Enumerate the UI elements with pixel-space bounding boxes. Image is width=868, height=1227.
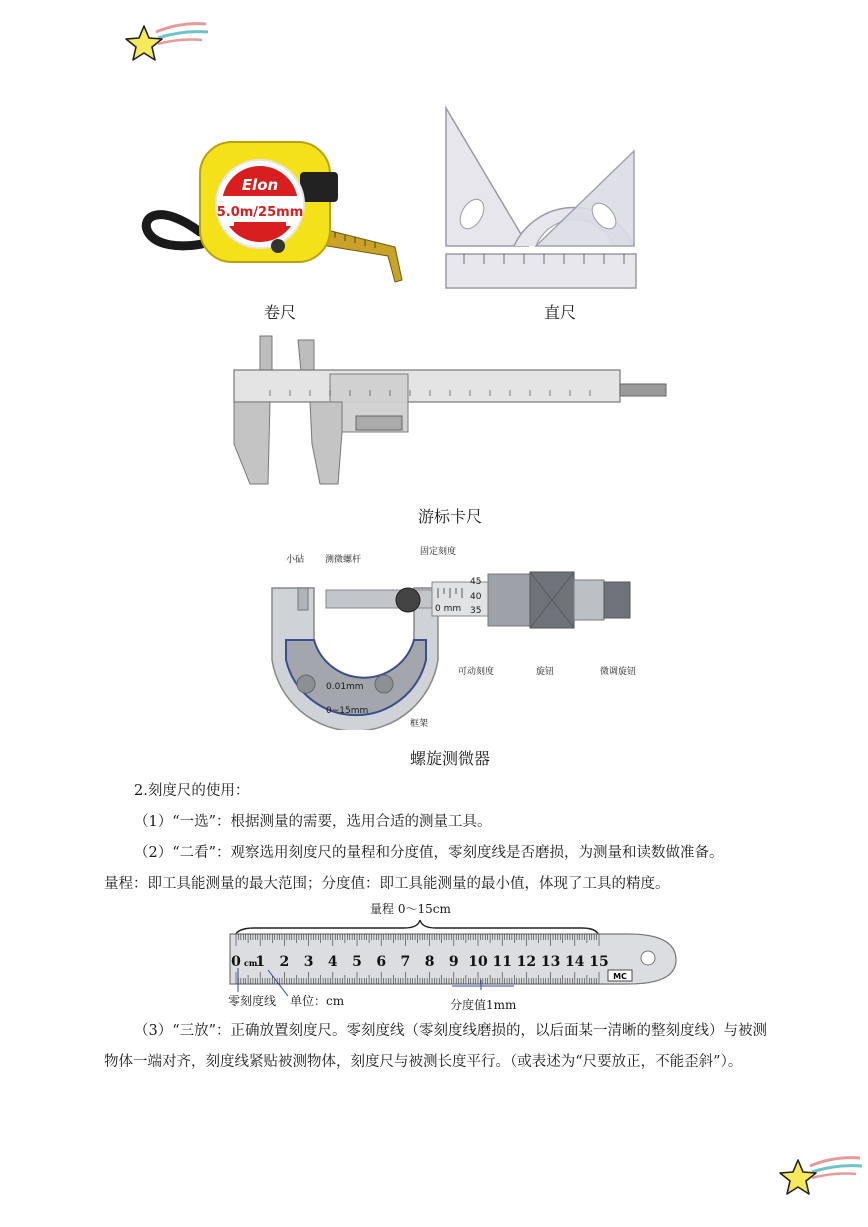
label-sleeve: 固定刻度 (420, 547, 457, 557)
ruler-number: 1 (255, 954, 266, 970)
ruler-number: 10 (468, 954, 488, 970)
ruler-zero-label: 零刻度线 (228, 994, 277, 1008)
label-precision: 0.01mm (326, 682, 364, 692)
ruler-number: 15 (589, 954, 609, 970)
ruler-unit-mark: cm (244, 958, 258, 968)
step-1: （1）“一选”：根据测量的需要，选用合适的测量工具。 (134, 814, 492, 830)
step-2a: （2）“二看”：观察选用刻度尺的量程和分度值，零刻度线是否磨损，为测量和读数做准备。 (134, 845, 724, 861)
star-decoration-bottom (772, 1152, 864, 1200)
ruler-number: 12 (516, 954, 537, 970)
ruler-brand: MC (613, 972, 627, 981)
ruler-number: 6 (376, 954, 387, 970)
ruler-range-label: 量程 0～15cm (370, 902, 451, 916)
tape-measure-image (140, 132, 405, 292)
caption-micrometer: 螺旋测微器 (409, 749, 490, 768)
ruler-number: 11 (492, 954, 512, 970)
ruler-set-image (444, 106, 638, 290)
label-spindle: 测微螺杆 (325, 555, 362, 565)
label-ratchet: 旋钮 (536, 667, 555, 677)
caption-tape-measure: 卷尺 (263, 303, 296, 322)
ruler-number: 2 (279, 954, 290, 970)
label-sleeve-zero: 0 mm (435, 604, 462, 614)
ruler-number: 13 (540, 954, 561, 970)
step-2b: 量程：即工具能测量的最大范围；分度值：即工具能测量的最小值，体现了工具的精度。 (104, 876, 670, 892)
ruler-number: 3 (303, 954, 314, 970)
ruler-number: 4 (327, 954, 338, 970)
ruler-number: 8 (424, 954, 435, 970)
section-body (104, 776, 770, 900)
label-thimble-mark-40: 40 (470, 592, 482, 602)
tape-spec: 5.0m/25mm (216, 205, 304, 220)
label-fine-ratchet: 微调旋钮 (600, 667, 637, 677)
ruler-division-label: 分度值1mm (450, 998, 517, 1012)
ruler-diagram (224, 918, 680, 998)
label-anvil: 小砧 (286, 555, 305, 565)
ruler-number: 9 (448, 954, 459, 970)
micrometer-image (262, 560, 642, 730)
ruler-number: 5 (352, 954, 362, 970)
vernier-caliper-image (230, 334, 670, 490)
label-frame: 框架 (410, 719, 429, 729)
star-decoration-top (118, 18, 210, 66)
ruler-unit-label: 单位：cm (290, 994, 345, 1008)
section-heading: 2.刻度尺的使用： (134, 783, 250, 799)
caption-ruler-set: 直尺 (543, 303, 576, 322)
ruler-number: 7 (400, 954, 411, 970)
step-3: （3）“三放”：正确放置刻度尺。零刻度线（零刻度线磨损的，以后面某一清晰的整刻度线）与被测物体一端对齐，刻度线紧贴被测物体，刻度尺与被测长度平行。（或表述为“尺要放正，不能歪斜”）。 (104, 1023, 768, 1070)
label-range: 0~15mm (326, 706, 369, 716)
section-body-2 (104, 1016, 770, 1078)
label-thimble: 可动刻度 (458, 667, 495, 677)
tape-brand: Elon (241, 176, 279, 194)
ruler-number: 0 (231, 954, 241, 970)
caption-vernier-caliper: 游标卡尺 (417, 507, 482, 526)
label-thimble-mark-45: 45 (470, 577, 482, 587)
ruler-number: 14 (565, 954, 585, 970)
label-thimble-mark-35: 35 (470, 606, 482, 616)
